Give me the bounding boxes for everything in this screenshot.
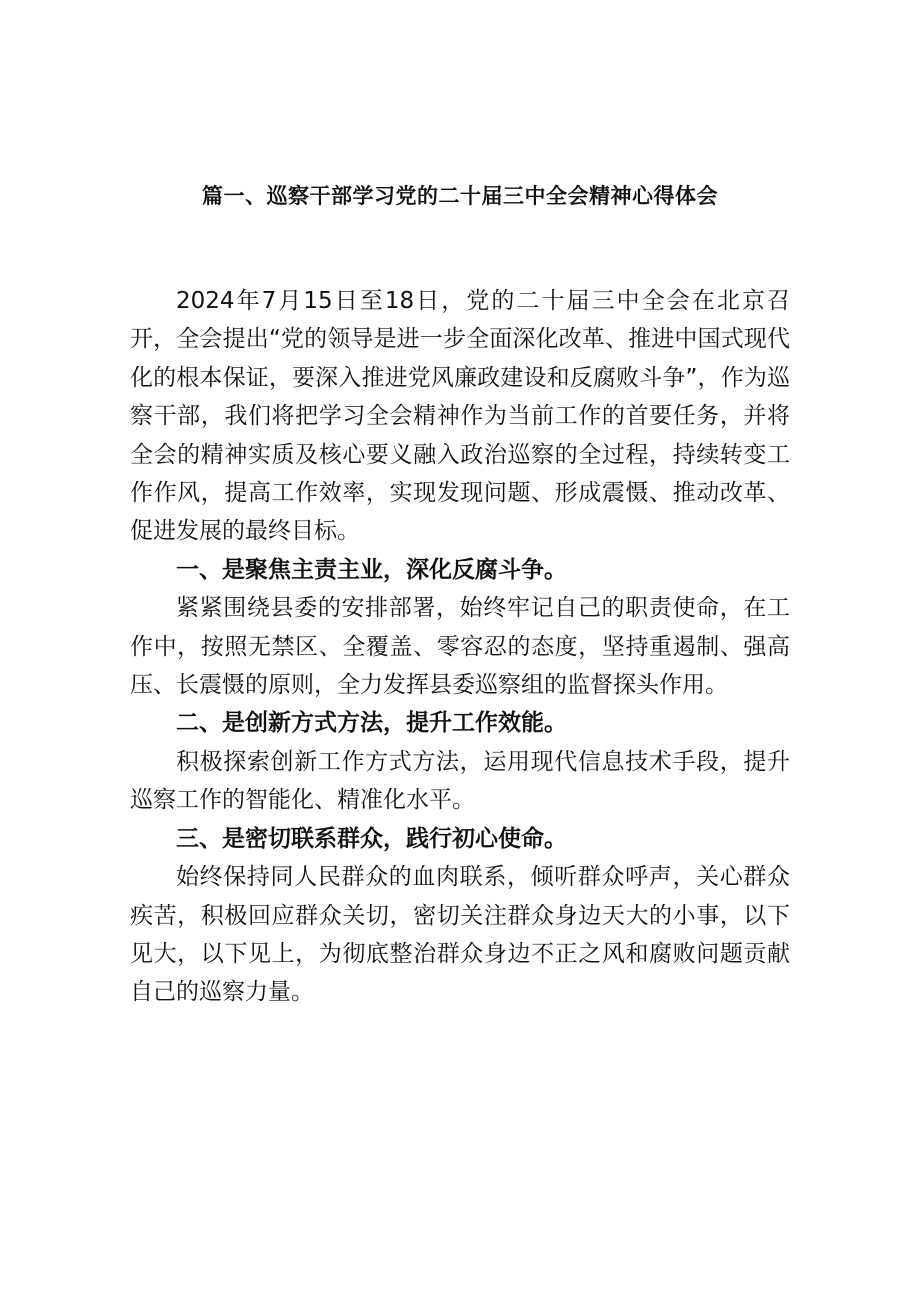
section-paragraph-3: 始终保持同人民群众的血肉联系，倾听群众呼声，关心群众疾苦，积极回应群众关切，密切关注群众身边天大的小事，以下见大，以下见上，为彻底整治群众身边不正之风和腐败问题贡献自己的巡察力量。: [130, 864, 790, 1006]
document-body: [130, 282, 790, 1012]
intro-paragraph: 2024年7月15日至18日，党的二十届三中全会在北京召开，全会提出“党的领导是进一步全面深化改革、推进中国式现代化的根本保证，要深入推进党风廉政建设和反腐败斗争”，作为巡察干部，我们将把学习全会精神作为当前工作的首要任务，并将全会的精神实质及核心要义融入政治巡察的全过程，持续转变工作作风，提高工作效率，实现发现问题、形成震慑、推动改革、促进发展的最终目标。: [130, 288, 790, 545]
section-heading-1: 一、是聚焦主责主业，深化反腐斗争。: [176, 556, 567, 583]
section-heading-3: 三、是密切联系群众，践行初心使命。: [176, 825, 567, 852]
page-title: 篇一、巡察干部学习党的二十届三中全会精神心得体会: [202, 184, 718, 208]
section-heading-2: 二、是创新方式方法，提升工作效能。: [176, 710, 567, 737]
section-paragraph-2: 积极探索创新工作方式方法，运用现代信息技术手段，提升巡察工作的智能化、精准化水平。: [130, 748, 790, 814]
section-paragraph-1: 紧紧围绕县委的安排部署，始终牢记自己的职责使命，在工作中，按照无禁区、全覆盖、零容忍的态度，坚持重遏制、强高压、长震慑的原则，全力发挥县委巡察组的监督探头作用。: [130, 595, 790, 699]
